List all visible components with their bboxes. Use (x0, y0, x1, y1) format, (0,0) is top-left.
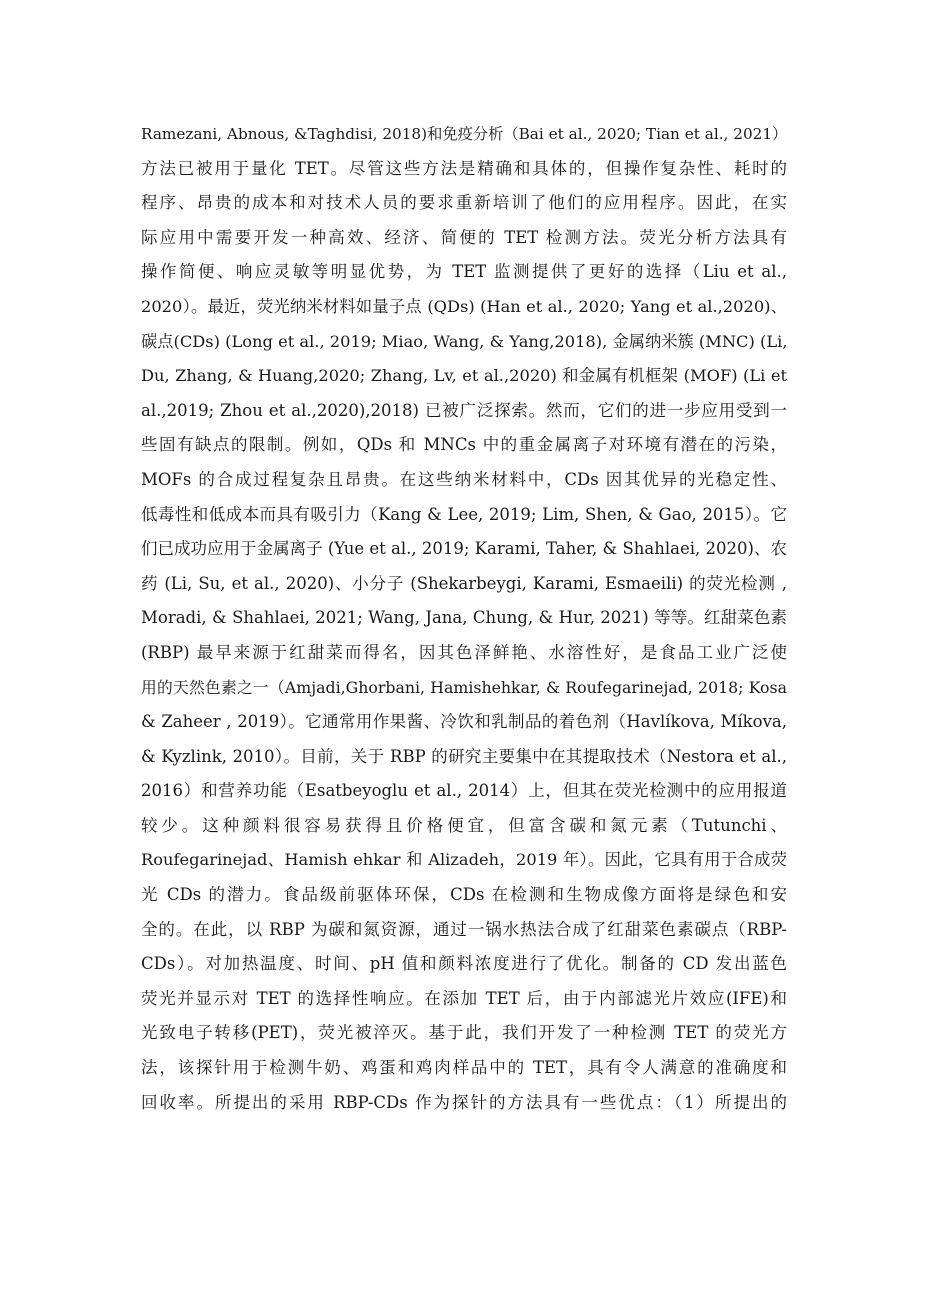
text-line: 2016）和营养功能（Esatbeyoglu et al., 2014）上，但其在荧光检测中的应用报道 (141, 781, 787, 801)
text-line: 们已成功应用于金属离子 (Yue et al., 2019; Karami, Taher, & Shahlaei, 2020)、农 (141, 539, 787, 559)
body-paragraph (141, 117, 787, 1120)
text-line: 方法已被用于量化 TET。尽管这些方法是精确和具体的，但操作复杂性、耗时的 (141, 158, 787, 178)
text-line: 2020）。最近，荧光纳米材料如量子点 (QDs) (Han et al., 2020; Yang et al.,2020)、 (141, 296, 787, 316)
text-line: & Zaheer , 2019）。它通常用作果酱、冷饮和乳制品的着色剂（Havlı́kova, Mı́kova, (141, 712, 787, 732)
text-line: MOFs 的合成过程复杂且昂贵。在这些纳米材料中，CDs 因其优异的光稳定性、 (141, 469, 787, 489)
text-line: 药 (Li, Su, et al., 2020)、小分子 (Shekarbeygi, Karami, Esmaeili) 的荧光检测 , (141, 573, 787, 593)
text-line: 荧光并显示对 TET 的选择性响应。在添加 TET 后，由于内部滤光片效应(IFE)和 (141, 988, 787, 1008)
text-line: Ramezani, Abnous, &Taghdisi, 2018)和免疫分析（Bai et al., 2020; Tian et al., 2021） (141, 125, 787, 143)
text-line: 较少。这种颜料很容易获得且价格便宜，但富含碳和氮元素（Tutunchi、 (141, 815, 787, 835)
text-line: (RBP) 最早来源于红甜菜而得名，因其色泽鲜艳、水溶性好，是食品工业广泛使 (141, 642, 787, 662)
text-line: 碳点(CDs) (Long et al., 2019; Miao, Wang, & Yang,2018), 金属纳米簇 (MNC) (Li, (141, 331, 787, 351)
text-line: 光 CDs 的潜力。食品级前驱体环保，CDs 在检测和生物成像方面将是绿色和安 (141, 885, 787, 905)
text-line: 低毒性和低成本而具有吸引力（Kang & Lee, 2019; Lim, Shen, & Gao, 2015）。它 (141, 504, 787, 524)
text-line: & Kyzlink, 2010）。目前，关于 RBP 的研究主要集中在其提取技术（Nestora et al., (141, 746, 787, 766)
text-line: 程序、昂贵的成本和对技术人员的要求重新培训了他们的应用程序。因此，在实 (141, 193, 787, 213)
text-line: 操作简便、响应灵敏等明显优势，为 TET 监测提供了更好的选择（Liu et al., (141, 262, 787, 282)
text-line: 全的。在此，以 RBP 为碳和氮资源，通过一锅水热法合成了红甜菜色素碳点（RBP- (141, 919, 787, 939)
text-line: 光致电子转移(PET)，荧光被淬灭。基于此，我们开发了一种检测 TET 的荧光方 (141, 1023, 787, 1043)
text-line: al.,2019; Zhou et al.,2020),2018) 已被广泛探索。然而，它们的进一步应用受到一 (141, 400, 787, 420)
text-line: 用的天然色素之一（Amjadi,Ghorbani, Hamishehkar, & Roufegarinejad, 2018; Kosa (141, 677, 787, 697)
text-line: 回收率。所提出的采用 RBP-CDs 作为探针的方法具有一些优点：（1）所提出的 (141, 1092, 787, 1112)
text-line: Du, Zhang, & Huang,2020; Zhang, Lv, et al.,2020) 和金属有机框架 (MOF) (Li et (141, 366, 787, 386)
text-line: CDs）。对加热温度、时间、pH 值和颜料浓度进行了优化。制备的 CD 发出蓝色 (141, 954, 787, 974)
text-line: Roufegarinejad、Hamish ehkar 和 Alizadeh，2019 年）。因此，它具有用于合成荧 (141, 850, 787, 870)
text-line: 际应用中需要开发一种高效、经济、简便的 TET 检测方法。荧光分析方法具有 (141, 227, 787, 247)
text-line: 法，该探针用于检测牛奶、鸡蛋和鸡肉样品中的 TET，具有令人满意的准确度和 (141, 1058, 787, 1078)
text-line: 些固有缺点的限制。例如，QDs 和 MNCs 中的重金属离子对环境有潜在的污染， (141, 435, 787, 455)
text-line: Moradi, & Shahlaei, 2021; Wang, Jana, Chung, & Hur, 2021) 等等。红甜菜色素 (141, 608, 787, 628)
